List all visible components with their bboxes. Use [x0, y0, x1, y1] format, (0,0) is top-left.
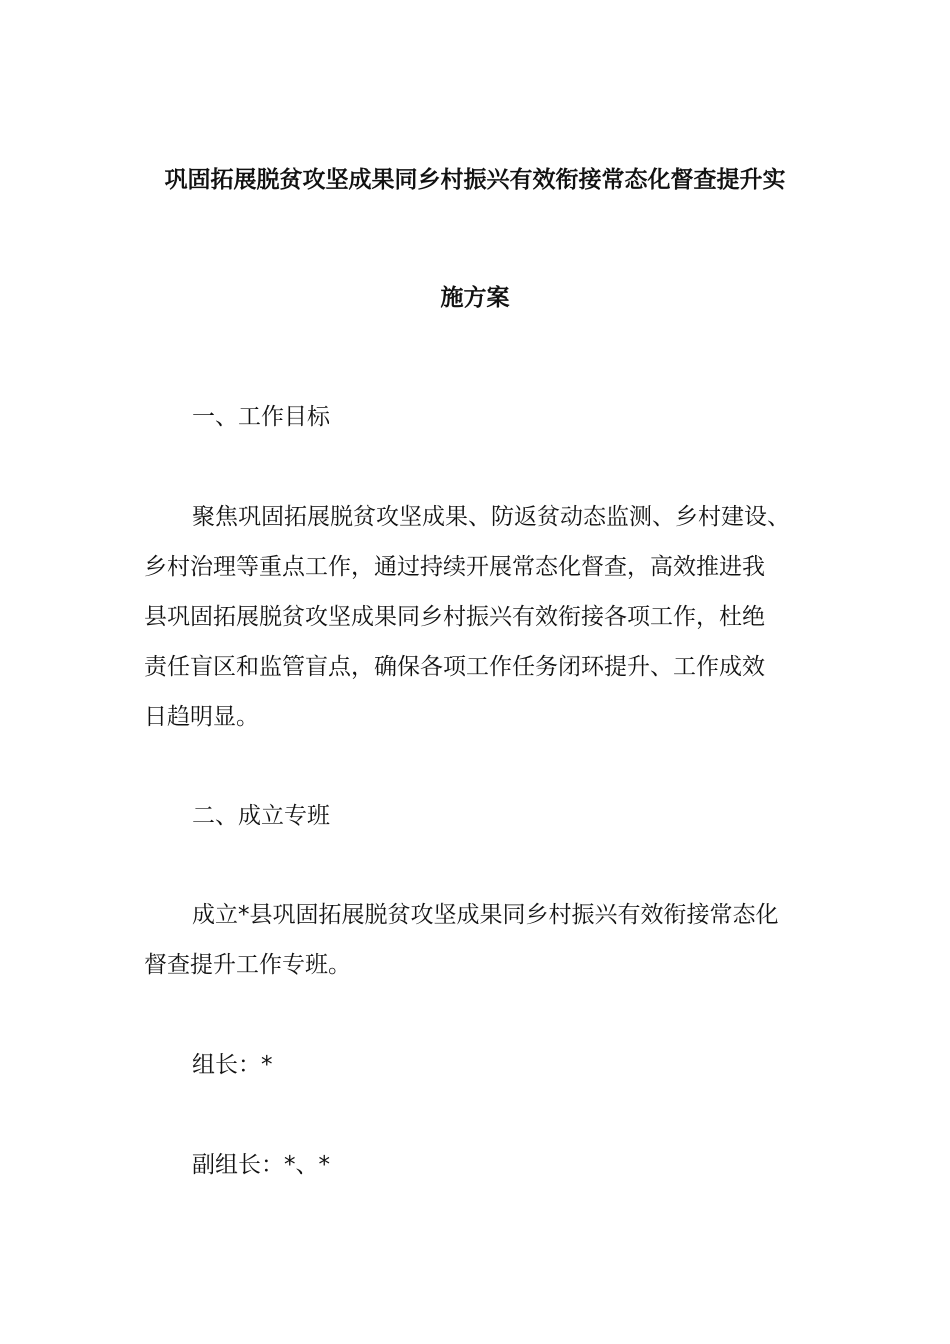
deputy-team-leader-line: 副组长：*、* [192, 1152, 330, 1178]
task-force-paragraph [144, 900, 814, 1000]
paragraph-line: 县巩固拓展脱贫攻坚成果同乡村振兴有效衔接各项工作，杜绝 [144, 604, 765, 630]
paragraph-line: 乡村治理等重点工作，通过持续开展常态化督查，高效推进我 [144, 554, 765, 580]
paragraph-line: 聚焦巩固拓展脱贫攻坚成果、防返贫动态监测、乡村建设、 [192, 504, 790, 530]
section-heading-work-goals: 一、工作目标 [192, 404, 330, 430]
paragraph-line: 督查提升工作专班。 [144, 952, 351, 978]
team-leader-line: 组长：* [192, 1052, 273, 1078]
paragraph-line: 日趋明显。 [144, 704, 259, 730]
paragraph-line: 责任盲区和监管盲点，确保各项工作任务闭环提升、工作成效 [144, 654, 765, 680]
document-title-line-2: 施方案 [440, 285, 510, 311]
section-heading-task-force: 二、成立专班 [192, 803, 330, 829]
work-goals-paragraph [144, 502, 814, 752]
paragraph-line: 成立*县巩固拓展脱贫攻坚成果同乡村振兴有效衔接常态化 [192, 902, 779, 928]
document-title-line-1: 巩固拓展脱贫攻坚成果同乡村振兴有效衔接常态化督查提升实 [164, 167, 786, 193]
